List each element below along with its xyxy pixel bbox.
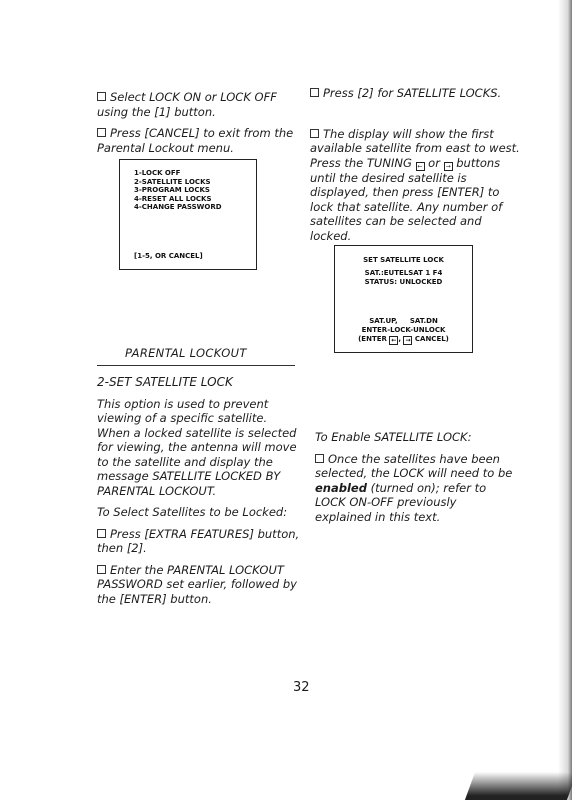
right-arrow-key-icon: → (405, 337, 411, 344)
enable-lock-heading: To Enable SATELLITE LOCK: (315, 430, 472, 444)
set-satellite-lock-screen (334, 245, 473, 353)
instruction-press-cancel: Press [CANCEL] to exit from the Parental Lockout menu. (97, 126, 294, 155)
nav-hint: SAT.UP, SAT.DN (369, 317, 438, 325)
instruction-press-2: Press [2] for SATELLITE LOCKS. (310, 86, 520, 101)
left-arrow-key-icon: ← (391, 337, 397, 344)
section-title: PARENTAL LOCKOUT (125, 346, 247, 360)
left-column-bottom (97, 375, 302, 613)
right-column-top (310, 86, 520, 250)
satellite-name: SAT.:EUTELSAT 1 F4 (364, 269, 443, 277)
menu-items (134, 169, 222, 212)
left-column-top (97, 90, 302, 162)
checkbox-icon (310, 88, 319, 97)
menu-item: 1-LOCK OFF (134, 169, 181, 177)
instruction-select-lock: Select LOCK ON or LOCK OFF using the [1] button. (97, 90, 277, 119)
checkbox-icon (310, 129, 319, 138)
menu-item: 4-CHANGE PASSWORD (134, 203, 222, 211)
checkbox-icon (97, 529, 106, 538)
instruction-extra-features: Press [EXTRA FEATURES] button, then [2]. (97, 526, 300, 555)
page-number: 32 (293, 680, 310, 695)
checkbox-icon (97, 128, 106, 137)
checkbox-icon (315, 454, 324, 463)
section-description: This option is used to prevent viewing of a specific satellite. When a locked satellite is selected for viewing, the antenna will move to the satellite and display the message SATELLITE LOCKED BY PARENTAL LOCKOUT. (97, 396, 297, 498)
section-heading: 2-SET SATELLITE LOCK (97, 375, 233, 389)
menu-item: 4-RESET ALL LOCKS (134, 194, 212, 203)
parental-lockout-menu (119, 159, 257, 270)
screen-title: SET SATELLITE LOCK (363, 256, 444, 264)
cancel-hint: (ENTER ← , → CANCEL) (358, 335, 449, 344)
menu-item: 2-SATELLITE LOCKS (134, 177, 211, 186)
instruction-tuning: The display will show the first available satellite from east to west. Press the TUNING ← or → buttons until the desired satellite is displayed, then press [ENTER] to lock that satellite. Any number of satellites can be selected and locked. (310, 126, 520, 243)
checkbox-icon (97, 565, 106, 574)
instruction-enter-password: Enter the PARENTAL LOCKOUT PASSWORD set earlier, followed by the [ENTER] button. (97, 562, 297, 606)
menu-item: 3-PROGRAM LOCKS (134, 186, 210, 194)
left-arrow-key-icon: ← (417, 162, 423, 170)
enter-hint: ENTER-LOCK-UNLOCK (361, 326, 446, 334)
instruction-enable-lock: Once the satellites have been selected, the LOCK will need to be enabled (turned on); refer to LOCK ON-OFF previously explained in this text. (315, 451, 513, 524)
scan-corner-shadow (465, 772, 572, 800)
section-divider (97, 365, 295, 366)
select-satellites-heading: To Select Satellites to be Locked: (97, 505, 288, 519)
menu-footer: [1-5, OR CANCEL] (134, 252, 203, 260)
checkbox-icon (97, 92, 106, 101)
page-edge-shadow (558, 0, 572, 800)
lock-status: STATUS: UNLOCKED (364, 278, 443, 286)
right-arrow-key-icon: → (445, 162, 451, 170)
right-column-bottom (315, 430, 515, 531)
